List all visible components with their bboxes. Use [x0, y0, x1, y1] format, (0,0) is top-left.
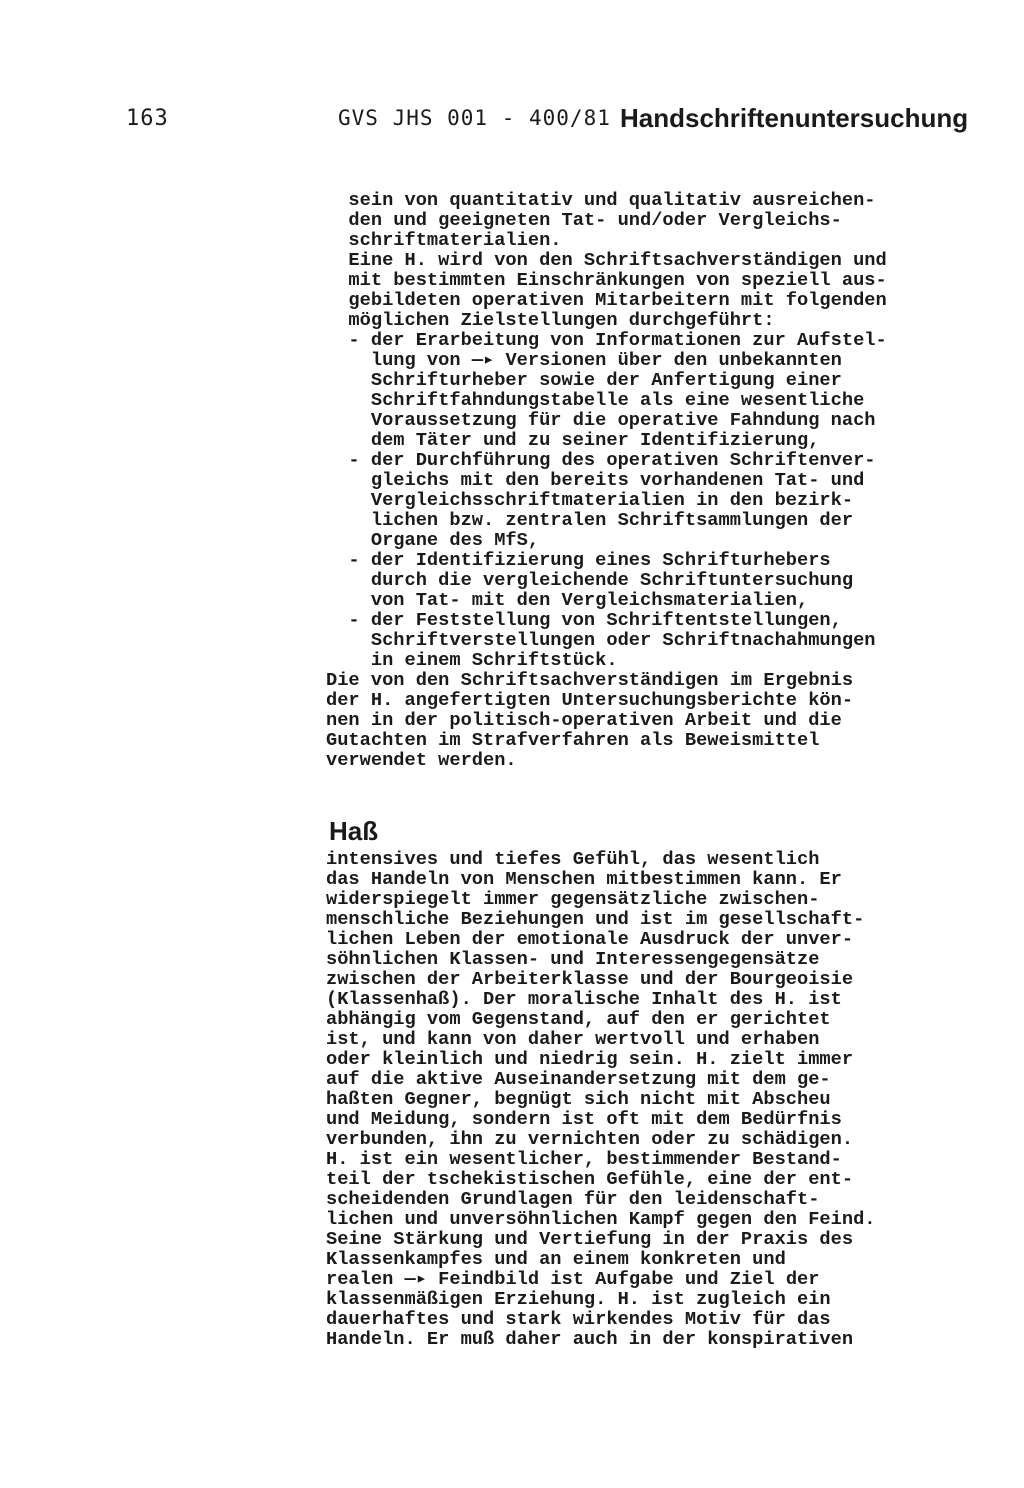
section-heading: Haß [329, 816, 379, 846]
text-line: intensives und tiefes Gefühl, das wesentlich [326, 848, 820, 870]
text-line: zwischen der Arbeiterklasse und der Bourgeoisie [326, 968, 854, 990]
page-number: 163 [126, 106, 169, 131]
text-line: (Klassenhaß). Der moralische Inhalt des H. ist [326, 988, 842, 1010]
text-line: lichen und unversöhnlichen Kampf gegen den Feind. [326, 1208, 876, 1230]
text-line: Schriftfahndungstabelle als eine wesentliche [326, 389, 865, 411]
text-line: scheidenden Grundlagen für den leidenschaft- [326, 1188, 820, 1210]
text-line: lichen bzw. zentralen Schriftsammlungen der [326, 509, 854, 531]
text-line: durch die vergleichende Schriftuntersuchung [326, 569, 854, 591]
text-line: - der Durchführung des operativen Schriftenver- [326, 449, 876, 471]
entry-text [326, 849, 938, 1349]
text-line: verwendet werden. [326, 749, 517, 771]
text-line: Die von den Schriftsachverständigen im Ergebnis [326, 669, 854, 691]
text-line: schriftmaterialien. [326, 229, 562, 251]
document-code: GVS JHS 001 - 400/81 [338, 106, 611, 130]
text-line: widerspiegelt immer gegensätzliche zwischen- [326, 888, 820, 910]
text-line: menschliche Beziehungen und ist im gesellschaft- [326, 908, 865, 930]
text-line: Organe des MfS, [326, 529, 540, 551]
text-line: der H. angefertigten Untersuchungsberichte kön- [326, 689, 854, 711]
text-line: gebildeten operativen Mitarbeitern mit folgenden [326, 289, 887, 311]
text-line: - der Feststellung von Schriftentstellungen, [326, 609, 842, 631]
text-line: sein von quantitativ und qualitativ ausreichen- [326, 189, 876, 211]
text-line: lichen Leben der emotionale Ausdruck der unver- [326, 928, 854, 950]
text-line: gleichs mit den bereits vorhandenen Tat- und [326, 469, 865, 491]
text-line: lung von —▸ Versionen über den unbekannten [326, 349, 842, 371]
text-line: Schrifturheber sowie der Anfertigung einer [326, 369, 842, 391]
text-line: Schriftverstellungen oder Schriftnachahmungen [326, 629, 876, 651]
text-line: Voraussetzung für die operative Fahndung nach [326, 409, 876, 431]
text-line: Klassenkampfes und an einem konkreten und [326, 1248, 786, 1270]
text-line: verbunden, ihn zu vernichten oder zu schädigen. [326, 1128, 854, 1150]
text-line: möglichen Zielstellungen durchgeführt: [326, 309, 775, 331]
text-line: - der Erarbeitung von Informationen zur Aufstel- [326, 329, 887, 351]
text-line: dem Täter und zu seiner Identifizierung, [326, 429, 820, 451]
text-line: Eine H. wird von den Schriftsachverständigen und [326, 249, 887, 271]
text-line: Handeln. Er muß daher auch in der konspirativen [326, 1328, 854, 1350]
text-line: ist, und kann von daher wertvoll und erhaben [326, 1028, 820, 1050]
text-line: von Tat- mit den Vergleichsmaterialien, [326, 589, 809, 611]
header-title: Handschriftenuntersuchung [620, 103, 969, 133]
entry-continuation-text [326, 190, 938, 770]
text-line: Gutachten im Strafverfahren als Beweismittel [326, 729, 820, 751]
text-line: söhnlichen Klassen- und Interessengegensätze [326, 948, 820, 970]
text-line: Seine Stärkung und Vertiefung in der Praxis des [326, 1228, 854, 1250]
text-line: in einem Schriftstück. [326, 649, 618, 671]
text-line: nen in der politisch-operativen Arbeit und die [326, 709, 842, 731]
text-line: den und geeigneten Tat- und/oder Vergleichs- [326, 209, 842, 231]
text-line: klassenmäßigen Erziehung. H. ist zugleich ein [326, 1288, 831, 1310]
text-line: das Handeln von Menschen mitbestimmen kann. Er [326, 868, 842, 890]
text-line: mit bestimmten Einschränkungen von speziell aus- [326, 269, 887, 291]
text-line: realen —▸ Feindbild ist Aufgabe und Ziel der [326, 1268, 820, 1290]
text-line: haßten Gegner, begnügt sich nicht mit Abscheu [326, 1088, 831, 1110]
text-line: H. ist ein wesentlicher, bestimmender Bestand- [326, 1148, 842, 1170]
text-line: dauerhaftes und stark wirkendes Motiv für das [326, 1308, 831, 1330]
text-line: und Meidung, sondern ist oft mit dem Bedürfnis [326, 1108, 842, 1130]
text-line: teil der tschekistischen Gefühle, eine der ent- [326, 1168, 854, 1190]
text-line: auf die aktive Auseinandersetzung mit dem ge- [326, 1068, 831, 1090]
text-line: oder kleinlich und niedrig sein. H. zielt immer [326, 1048, 854, 1070]
text-line: Vergleichsschriftmaterialien in den bezirk- [326, 489, 854, 511]
text-line: abhängig vom Gegenstand, auf den er gerichtet [326, 1008, 831, 1030]
text-line: - der Identifizierung eines Schrifturhebers [326, 549, 831, 571]
page-header [0, 104, 1024, 140]
